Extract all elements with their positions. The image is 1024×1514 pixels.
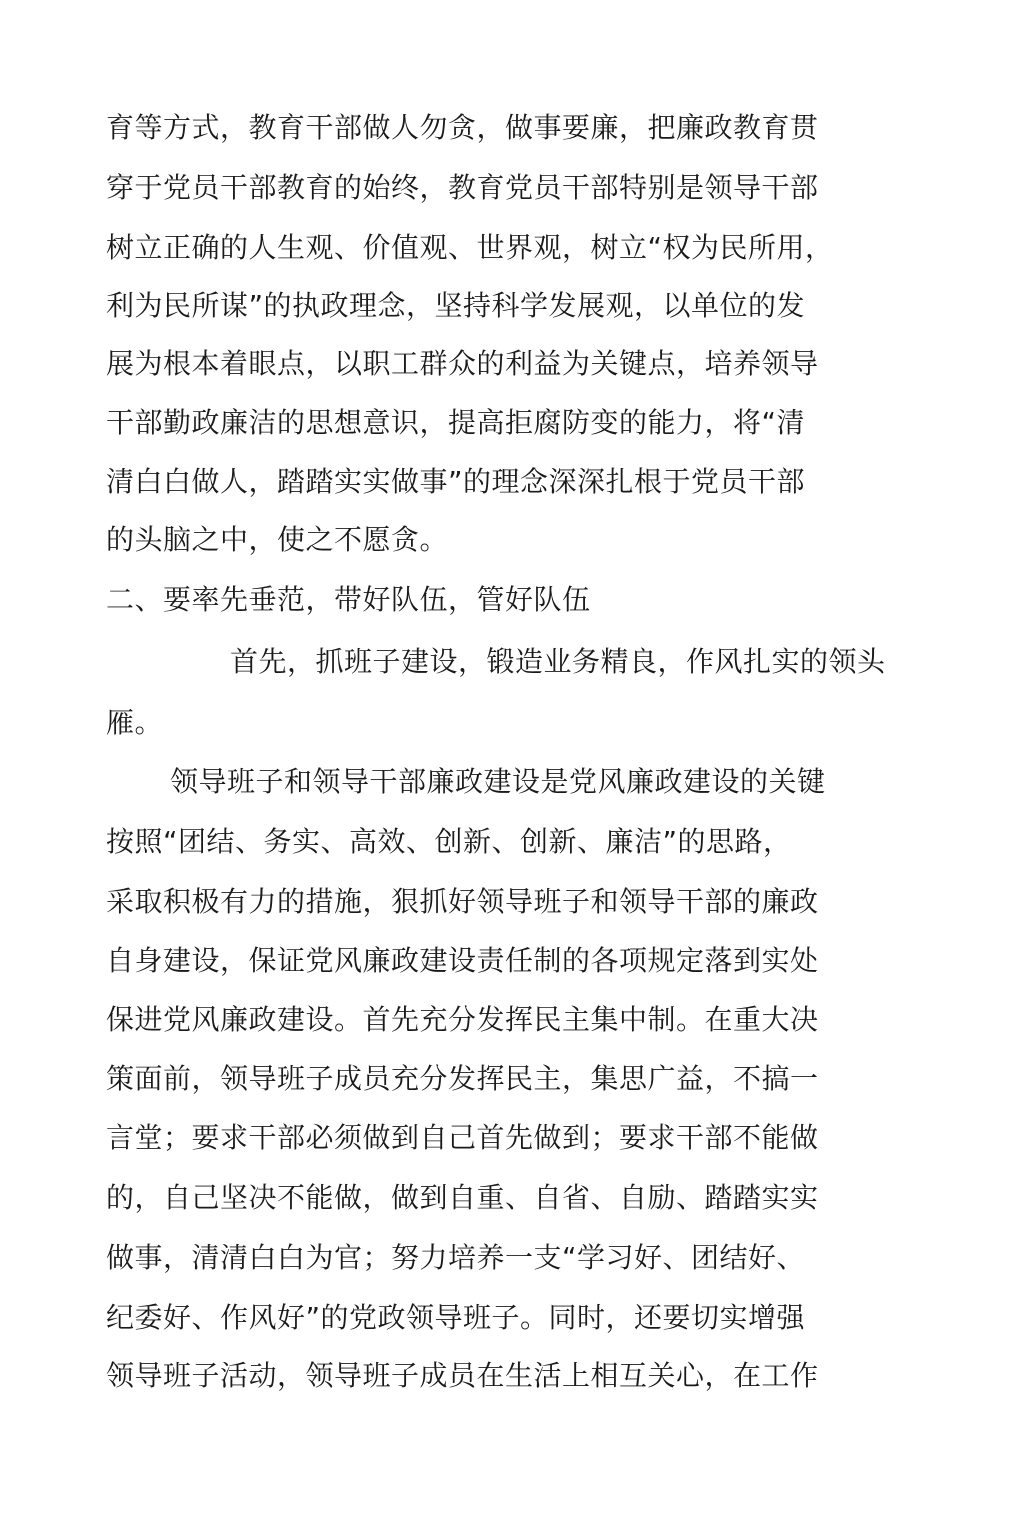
section-heading: 二、要率先垂范，带好队伍，管好队伍 <box>106 583 591 616</box>
text-line: 保进党风廉政建设。首先充分发挥民主集中制。在重大决 <box>106 1003 819 1036</box>
text-line: 自身建设，保证党风廉政建设责任制的各项规定落到实处 <box>106 944 819 977</box>
text-line: 树立正确的人生观、价值观、世界观，树立“权为民所用， <box>106 231 834 264</box>
text-line: 干部勤政廉洁的思想意识，提高拒腐防变的能力，将“清 <box>106 406 806 439</box>
text-line: 的，自己坚决不能做，做到自重、自省、自励、踏踏实实 <box>106 1181 819 1214</box>
text-line: 利为民所谋”的执政理念，坚持科学发展观，以单位的发 <box>106 289 806 322</box>
text-line: 采取积极有力的措施，狠抓好领导班子和领导干部的廉政 <box>106 885 819 918</box>
text-line: 清白白做人，踏踏实实做事”的理念深深扎根于党员干部 <box>106 465 806 498</box>
text-line: 育等方式，教育干部做人勿贪，做事要廉，把廉政教育贯 <box>106 111 819 144</box>
text-line: 的头脑之中，使之不愿贪。 <box>106 523 449 556</box>
text-line: 雁。 <box>106 706 164 739</box>
text-line: 展为根本着眼点，以职工群众的利益为关键点，培养领导 <box>106 347 819 380</box>
text-line: 言堂；要求干部必须做到自己首先做到；要求干部不能做 <box>106 1121 819 1154</box>
text-line: 按照“团结、务实、高效、创新、创新、廉洁”的思路， <box>106 825 792 858</box>
text-line: 穿于党员干部教育的始终，教育党员干部特别是领导干部 <box>106 171 819 204</box>
text-line: 做事，清清白白为官；努力培养一支“学习好、团结好、 <box>106 1241 806 1274</box>
text-line: 领导班子活动，领导班子成员在生活上相互关心，在工作 <box>106 1359 819 1392</box>
text-line: 策面前，领导班子成员充分发挥民主，集思广益，不搞一 <box>106 1062 819 1095</box>
text-line: 纪委好、作风好”的党政领导班子。同时，还要切实增强 <box>106 1301 806 1334</box>
text-line: 首先，抓班子建设，锻造业务精良，作风扎实的领头 <box>230 645 886 678</box>
text-line: 领导班子和领导干部廉政建设是党风廉政建设的关键 <box>170 765 826 798</box>
